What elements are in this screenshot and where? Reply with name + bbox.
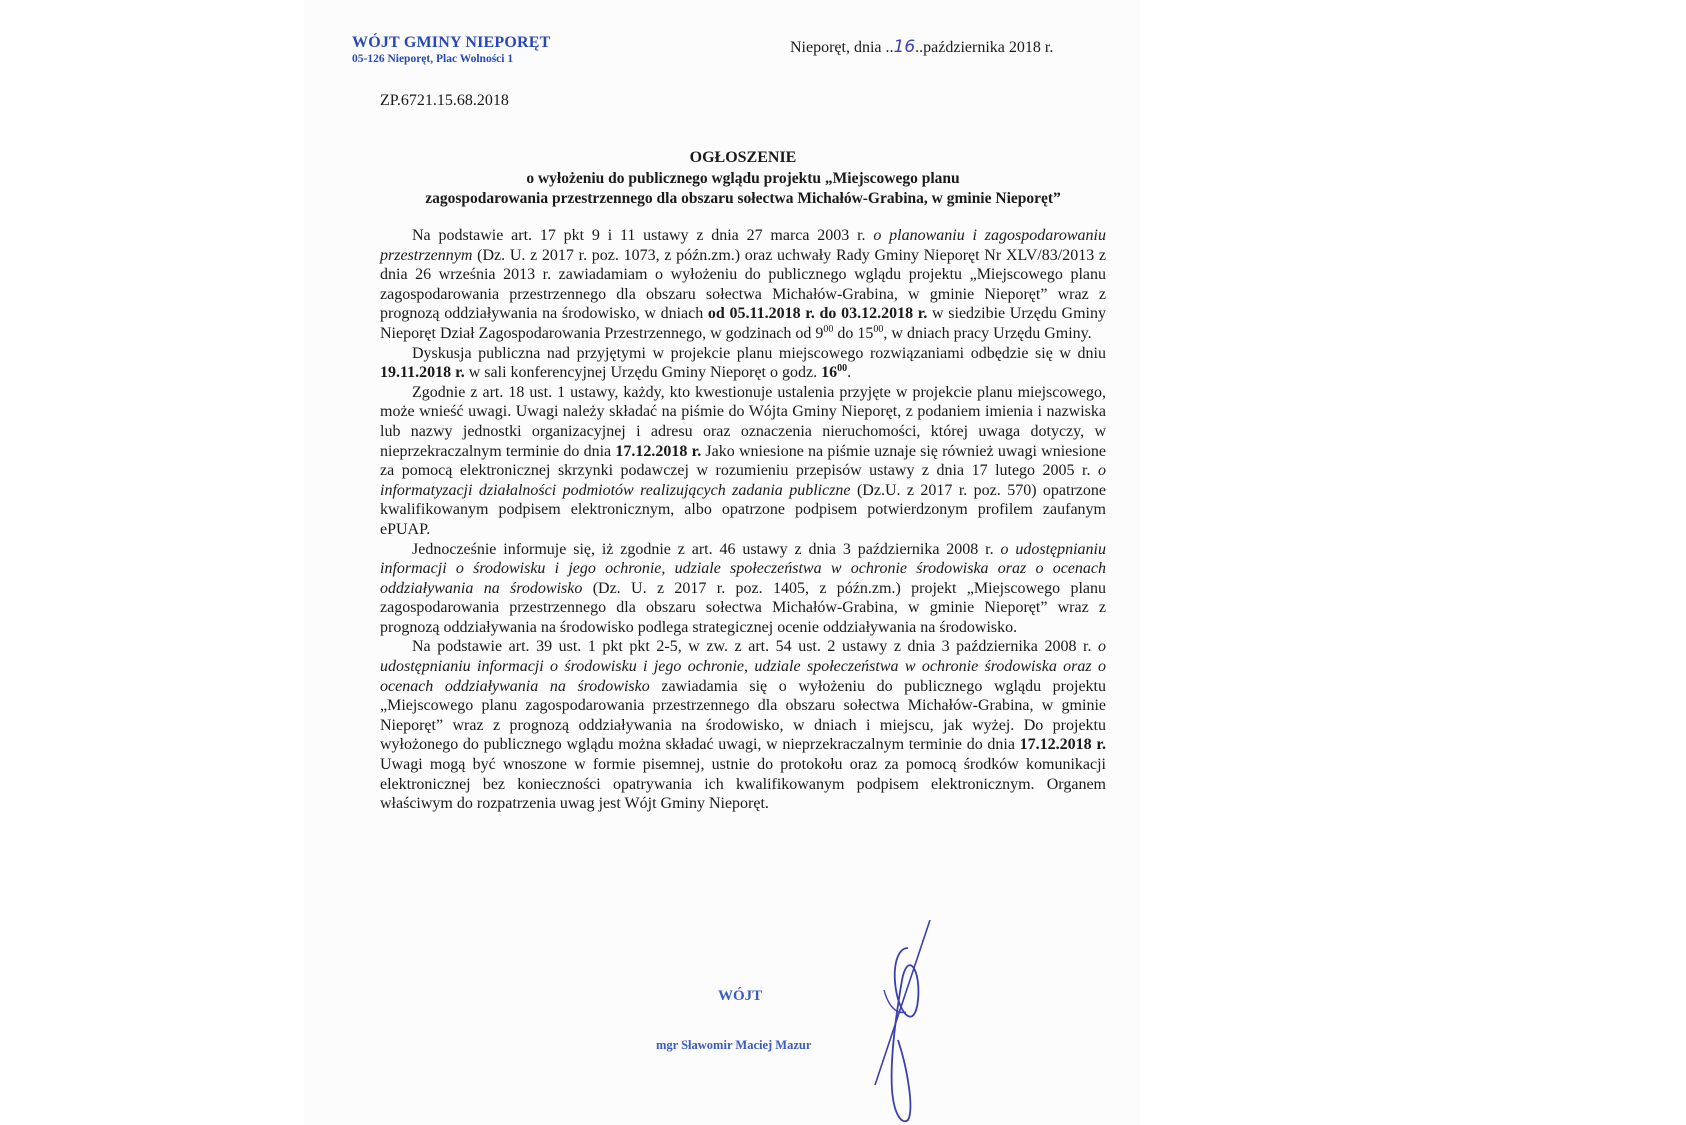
paragraph-4 — [380, 540, 1106, 638]
p4-text-c: (Dz. U. z 2017 r. poz. 1405, z późn.zm.) projekt „Miejscowego planu zagospodarowania przestrzennego dla obszaru sołectwa Michałów-Grabina, w gminie Nieporęt” wraz z prognozą oddziaływania na środowisko podlega strategicznej ocenie oddziaływania na środowisko. — [380, 579, 1106, 636]
p1-text-e: w siedzibie Urzędu Gminy Nieporęt Dział Zagospodarowania Przestrzennego, w godzinach od 9 — [380, 305, 1106, 342]
p1-text-g: do 15 — [833, 324, 874, 342]
p2-sup: 00 — [837, 363, 848, 375]
p4-law-title: o udostępnianiu informacji o środowisku i jego ochronie, udziale społeczeństwa w ochronie środowiska oraz o ocenach oddziaływania na środowisko — [380, 540, 1107, 597]
paragraph-5 — [380, 637, 1106, 813]
handwritten-signature — [780, 920, 980, 1125]
p2-date: 19.11.2018 r. — [380, 364, 465, 382]
p5-text-e: Uwagi mogą być wnoszone w formie pisemnej, ustnie do protokołu oraz za pomocą środków komunikacji elektronicznej bez konieczności opatrywania ich kwalifikowanym podpisem elektronicznym. Organem właściwym do rozpatrzenia uwag jest Wójt Gminy Nieporęt. — [380, 756, 1106, 813]
p1-sup-2: 00 — [873, 323, 884, 335]
date-suffix: ..października 2018 r. — [915, 39, 1054, 56]
p1-text-c: (Dz. U. z 2017 r. poz. 1073, z późn.zm.) oraz uchwały Rady Gminy Nieporęt Nr XLV/83/2013 z dnia 26 września 2013 r. zawiadamiam o wyłożeniu do publicznego wglądu projektu „Miejscowego planu zagospodarowania przestrzennego dla obszaru sołectwa Michałów-Grabina, w gminie Nieporęt” wraz z prognozą oddziaływania na środowisko, w dniach — [380, 246, 1106, 323]
p1-text-i: , w dniach pracy Urzędu Gminy. — [883, 324, 1092, 342]
p3-text-e: (Dz.U. z 2017 r. poz. 570) opatrzone kwalifikowanym podpisem elektronicznym, albo opatrzone podpisem potwierdzonym profilem zaufanym ePUAP. — [380, 481, 1107, 538]
office-stamp — [352, 34, 551, 65]
reference-number: ZP.6721.15.68.2018 — [380, 92, 509, 109]
document-body — [380, 226, 1106, 814]
p5-law-title: o udostępnianiu informacji o środowisku i jego ochronie, udziale społeczeństwa w ochronie środowiska oraz o ocenach oddziaływania na środowisko — [380, 638, 1106, 695]
signature-name: mgr Sławomir Maciej Mazur — [656, 1038, 812, 1052]
p2-text-f: . — [847, 364, 852, 382]
p2-hour: 16 — [821, 364, 838, 382]
date-handwritten-day: 16 — [893, 37, 916, 57]
p2-text-a: Dyskusja publiczna nad przyjętymi w projekcie planu miejscowego rozwiązaniami odbędzie się w dniu — [412, 344, 1106, 362]
p3-text-c: Jako wniesione na piśmie uznaje się również uwagi wniesione za pomocą elektronicznej skrzynki podawczej w rozumieniu przepisów ustawy z dnia 17 lutego 2005 r. — [380, 442, 1107, 480]
paragraph-1 — [380, 226, 1106, 344]
p1-date-range: od 05.11.2018 r. do 03.12.2018 r. — [707, 305, 928, 323]
p5-text-a: Na podstawie art. 39 ust. 1 pkt pkt 2-5, w zw. z art. 54 ust. 2 ustawy z dnia 3 października 2008 r. — [412, 638, 1098, 656]
paragraph-2 — [380, 344, 1106, 383]
stamp-line-1: WÓJT GMINY NIEPORĘT — [352, 34, 551, 51]
document-date — [790, 37, 1053, 57]
document-page — [304, 0, 1140, 1125]
title-heading: OGŁOSZENIE — [689, 149, 797, 166]
p1-sup-1: 00 — [823, 323, 834, 335]
date-prefix: Nieporęt, dnia .. — [790, 39, 894, 56]
p3-law-title: o informatyzacji działalności podmiotów realizujących zadania publiczne — [380, 462, 1106, 499]
signature-title: WÓJT — [718, 988, 763, 1004]
p5-deadline: 17.12.2018 r. — [1019, 736, 1106, 754]
p4-text-a: Jednocześnie informuje się, iż zgodnie z art. 46 ustawy z dnia 3 października 2008 r. — [412, 540, 1001, 558]
title-line-3: zagospodarowania przestrzennego dla obszaru sołectwa Michałów-Grabina, w gminie Nieporęt” — [425, 190, 1061, 207]
p3-text-a: Zgodnie z art. 18 ust. 1 ustawy, każdy, kto kwestionuje ustalenia przyjęte w projekcie planu miejscowego, może wnieść uwagi. Uwagi należy składać na piśmie do Wójta Gminy Nieporęt, z podaniem imienia i nazwiska lub nazwy jednostki organizacyjnej i adresu oraz oznaczenia nieruchomości, której uwaga dotyczy, w nieprzekraczalnym terminie do dnia — [380, 383, 1106, 460]
title-line-2: o wyłożeniu do publicznego wglądu projektu „Miejscowego planu — [526, 170, 960, 187]
p1-law-title: o planowaniu i zagospodarowaniu przestrzennym — [380, 227, 1107, 264]
document-title — [380, 148, 1106, 209]
p3-deadline: 17.12.2018 r. — [615, 442, 702, 460]
stamp-line-2: 05-126 Nieporęt, Plac Wolności 1 — [352, 53, 514, 65]
p2-text-c: w sali konferencyjnej Urzędu Gminy Nieporęt o godz. — [464, 364, 822, 382]
p5-text-c: zawiadamia się o wyłożeniu do publicznego wglądu projektu „Miejscowego planu zagospodarowania przestrzennego dla obszaru sołectwa Michałów-Grabina, w gminie Nieporęt” wraz z prognozą oddziaływania na środowisko, w dniach i miejscu, jak wyżej. Do projektu wyłożonego do publicznego wglądu można składać uwagi, w nieprzekraczalnym terminie do dnia — [380, 677, 1106, 754]
paragraph-3 — [380, 383, 1106, 540]
p1-text-a: Na podstawie art. 17 pkt 9 i 11 ustawy z dnia 27 marca 2003 r. — [412, 227, 874, 244]
